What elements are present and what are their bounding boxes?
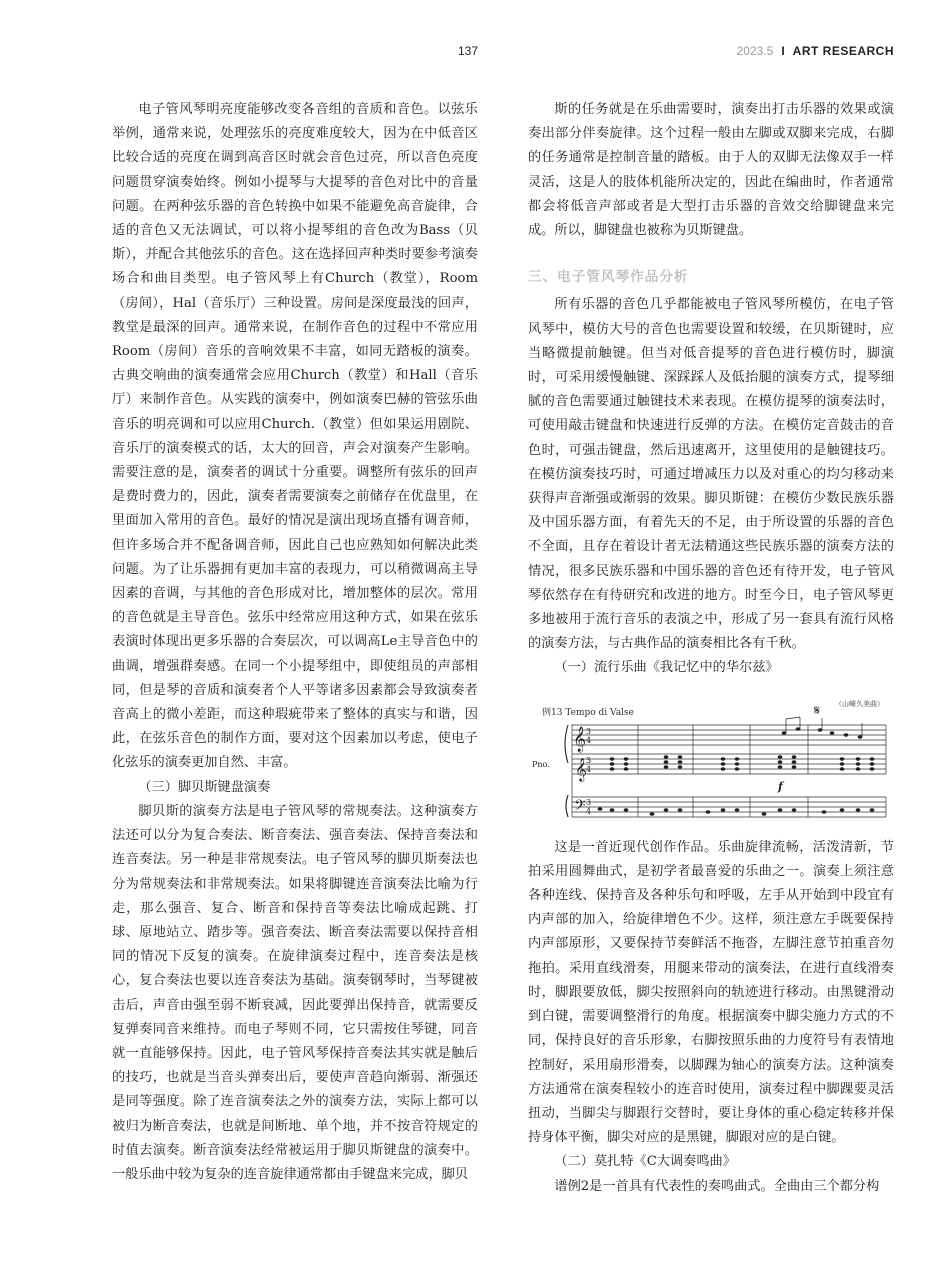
- svg-text:4: 4: [586, 806, 592, 816]
- svg-text:4: 4: [586, 735, 592, 745]
- dynamic-mark: f: [778, 779, 783, 793]
- score-example-label: 例13 Tempo di Valse: [542, 707, 634, 718]
- svg-text:4: 4: [586, 764, 592, 774]
- svg-text:3: 3: [586, 797, 592, 807]
- svg-text:𝄞: 𝄞: [573, 726, 587, 752]
- page-header: [0, 0, 950, 70]
- paragraph: 斯的任务就是在乐曲需要时，演奏出打击乐器的效果或演奏出部分伴奏旋律。这个过程一般由左脚或双脚来完成，右脚的任务通常是控制音量的踏板。由于人的双脚无法像双手一样灵活，这是人的肢体机能所决定的，因此在编曲时，作者通常都会将低音声部或者是大型打击乐器的音效交给脚键盘来完成。所以，脚键盘也被称为贝斯键盘。: [528, 102, 894, 239]
- paragraph: 所有乐器的音色几乎都能被电子管风琴所模仿，在电子管风琴中，模仿大号的音色也需要设置和较缓，在贝斯键时，应当略微提前触键。但当对低音提琴的音色进行模仿时，脚演时，可采用缓慢触键、深踩踩人及低抬腿的演奏方式，提琴细腻的音色需要通过触键技术来表现。在模仿提琴的演奏法时，可使用敲击键盘和快速进行反弹的方法。在模仿定音鼓击的音色时，可强击键盘，然后迅速离开，这里使用的是触键技巧。在模仿演奏技巧时，可通过增减压力以及对重心的均匀移动来获得声音渐强或渐弱的效果。脚贝斯键：在模仿少数民族乐器及中国乐器方面，有着先天的不足，由于所设置的乐器的音色不全面，且存在着设计者无法精通这些民族乐器的演奏方法的情况，很多民族乐器和中国乐器的音色还有待开发，电子管风琴依然存在有待研究和改进的地方。时至今日，电子管风琴更多地被用于流行音乐的表演之中，形成了另一套具有流行风格的演奏方法，与古典作品的演奏相比各有千秋。: [528, 297, 894, 652]
- journal-name: ART RESEARCH: [792, 44, 894, 58]
- instrument-label: Pno.: [532, 759, 550, 769]
- svg-text:𝄢: 𝄢: [574, 796, 586, 818]
- subheading-mozart: （二）莫扎特《C大调奏鸣曲》: [554, 1154, 736, 1170]
- left-column: [112, 98, 478, 1187]
- music-score-figure: [528, 689, 894, 824]
- paragraph: 脚贝斯的演奏方法是电子管风琴的常规奏法。这种演奏方法还可以分为复合奏法、断音奏法、强音奏法、保持音奏法和连音奏法。另一种是非常规奏法。电子管风琴的脚贝斯奏法也分为常规奏法和非常规奏法。如果将脚键连音演奏法比喻为行走，那么强音、复合、断音和保持音等奏法比喻成起跳、打球、原地站立、踏步等。强音奏法、断音奏法需要以保持音相同的情况下反复的演奏。在旋律演奏过程中，连音奏法是核心，复合奏法也要以连音奏法为基础。演奏钢琴时，当琴键被击后，声音由强至弱不断衰减，因此要弹出保持音，就需要反复弹奏同音来维持。而电子琴则不同，它只需按住琴键，同音就一直能够保持。因此，电子管风琴保持音奏法其实就是触后的技巧，也就是当音头弹奏出后，要使声音趋向渐弱、渐强还是同等强度。除了连音演奏法之外的演奏方法，实际上都可以被归为断音奏法，也就是间断地、单个地，并不按音符规定的时值去演奏。断音演奏法经常被运用于脚贝斯键盘的演奏中。一般乐曲中较为复杂的连音旋律通常都由手键盘来完成，脚贝: [112, 803, 478, 1182]
- svg-text:3: 3: [586, 726, 592, 736]
- segno-mark: 𝄋: [814, 702, 821, 719]
- year-issue: 2023.5: [736, 44, 774, 58]
- subheading-pop-piece: （一）流行乐曲《我记忆中的华尔兹》: [554, 660, 779, 676]
- paragraph: 电子管风琴明亮度能够改变各音组的音质和音色。以弦乐举例，通常来说，处理弦乐的亮度难度较大，因为在中低音区比较合适的亮度在调到高音区时就会音色过亮，所以音色亮度问题贯穿演奏始终。例如小提琴与大提琴的音色对比中的音量问题。在两种弦乐器的音色转换中如果不能避免高音旋律，合适的音色又无法调试，可以将小提琴组的音色改为Bass（贝斯），并配合其他弦乐的音色。这在选择回声种类时要参考演奏场合和曲目类型。电子管风琴上有Church（教堂），Room（房间），Hal（音乐厅）三种设置。房间是深度最浅的回声，教堂是最深的回声。通常来说，在制作音色的过程中不常应用Room（房间）音乐的音响效果不丰富，如同无踏板的演奏。古典交响曲的演奏通常会应用Church（教堂）和Hall（音乐厅）来制作音色。从实践的演奏中，例如演奏巴赫的管弦乐曲音乐的明亮调和可以应用Church.（教堂）但如果运用剧院、音乐厅的演奏模式的话，太大的回音，声会对演奏产生影响。需要注意的是，演奏者的调试十分重要。调整所有弦乐的回声是费时费力的，因此，演奏者需要演奏之前储存在优盘里，在里面加入常用的音色。最好的情况是演出现场直播有调音师，但许多场合并不配备调音师，因此自己也应熟知如何解决此类问题。为了让乐器拥有更加丰富的表现力，可以稍微调高主导因素的音调，与其他的音色形成对比，增加整体的层次。常用的音色就是主导音色。弦乐中经常应用这种方式，如果在弦乐表演时体现出更多乐器的合奏层次，可以调高Le主导音色中的曲调，增强群奏感。在同一个小提琴组中，即使组员的声部相同，但是琴的音质和演奏者个人平等诸多因素都会导致演奏者音高上的微小差距，而这种瑕疵带来了整体的真实与和谐，因此，在弦乐音色的制作方面，要对这个因素加以考虑，使电子化弦乐的演奏更加自然、丰富。: [112, 102, 478, 771]
- svg-text:𝄞: 𝄞: [575, 756, 587, 781]
- section-heading: 三、电子管风琴作品分析: [528, 269, 689, 286]
- header-separator: I: [781, 44, 785, 58]
- right-column: [528, 98, 894, 1199]
- paragraph: 这是一首近现代创作作品。乐曲旋律流畅，活泼清新，节拍采用圆舞曲式，是初学者最喜爱的乐曲之一。演奏上须注意各种连线、保持音及各种乐句和呼吸，左手从开始到中段宜有内声部的加入，给旋律增色不少。这样，须注意左手既要保持内声部原形，又要保持节奏鲜活不拖沓，左脚注意节拍重音勿拖拍。采用直线滑奏，用腿来带动的演奏法，在进行直线滑奏时，脚跟要放低，脚尖按照斜向的轨迹进行移动。由黑键滑动到白键，需要调整滑行的角度。根据演奏中脚尖施力方式的不同，保持良好的音乐形象，右脚按照乐曲的力度符号有表情地控制好，采用扇形滑奏，以脚踝为轴心的演奏方法。这种演奏方法通常在演奏程较小的连音时使用，演奏过程中脚踝要灵活扭动，当脚尖与脚跟行交替时，要让身体的重心稳定转移并保持身体平衡，脚尖对应的是黑键，脚跟对应的是白键。: [528, 839, 894, 1146]
- journal-identifier: [737, 44, 894, 58]
- svg-text:3: 3: [586, 755, 592, 765]
- page-number: 137: [458, 44, 479, 58]
- score-source-note: （山崎久美曲）: [835, 699, 884, 708]
- paragraph: 谱例2是一首具有代表性的奏鸣曲式。全曲由三个都分构: [554, 1178, 880, 1194]
- subheading-pedal-bass: （三）脚贝斯键盘演奏: [138, 779, 271, 795]
